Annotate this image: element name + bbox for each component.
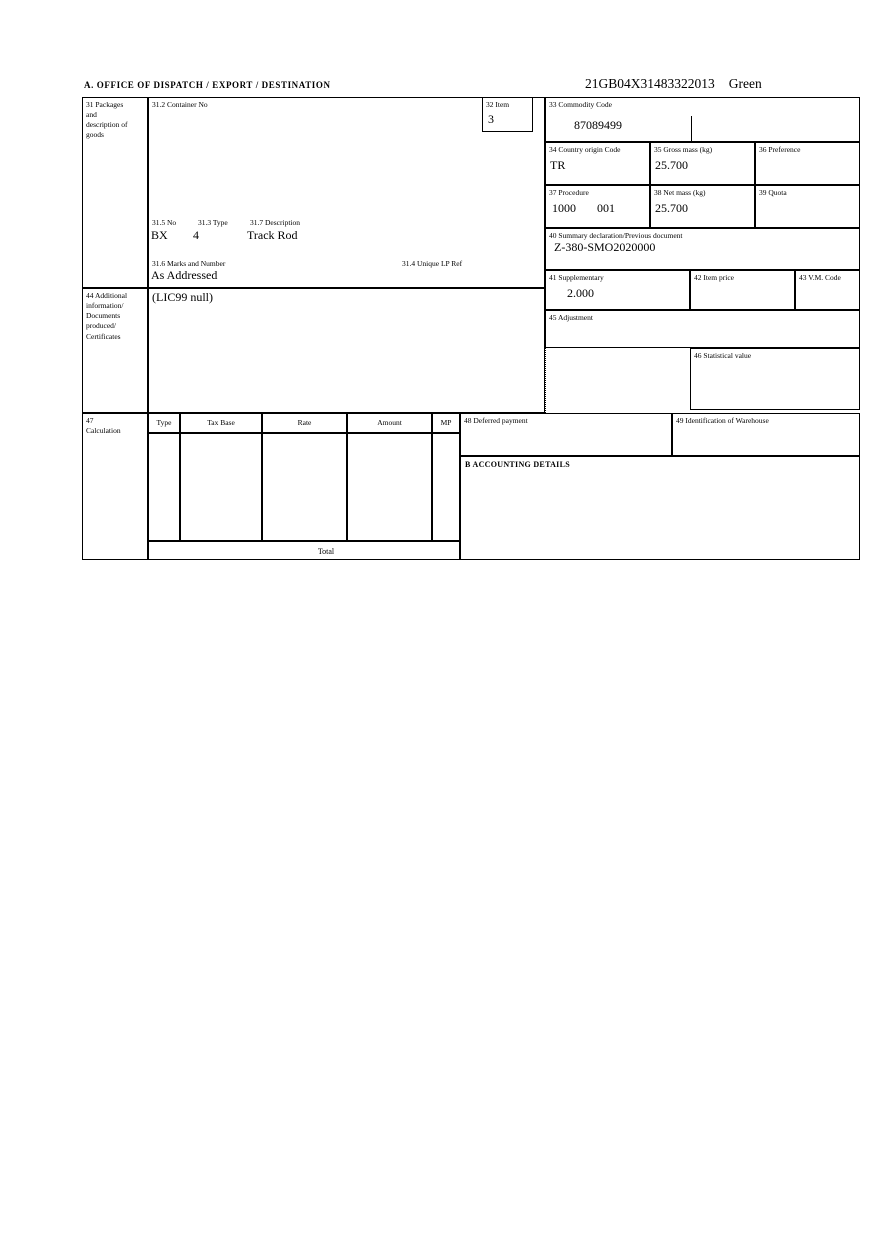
movement-reference (585, 76, 762, 92)
calc-header-mp: MP (432, 413, 460, 433)
commodity-code-cell (545, 97, 860, 142)
country-origin-label: 34 Country origin Code (549, 145, 621, 154)
calc-total-row (148, 541, 460, 560)
statistical-value-label: 46 Statistical value (694, 351, 752, 360)
packages-no-value: BX (151, 228, 168, 242)
box44-label: 44 Additional information/ Documents produced/ Certificates (86, 291, 128, 341)
box31-label-cell (82, 97, 148, 288)
item-number-label: 32 Item (486, 100, 510, 109)
item-price-cell (690, 270, 795, 310)
item-price-label: 42 Item price (694, 273, 734, 282)
goods-description-value: Track Rod (247, 228, 298, 242)
item-number-value: 3 (488, 112, 494, 126)
quota-cell (755, 185, 860, 228)
vm-code-label: 43 V.M. Code (799, 273, 841, 282)
calc-body-rate (262, 433, 347, 541)
calc-body-type (148, 433, 180, 541)
procedure-value-2: 001 (597, 201, 615, 215)
gross-mass-label: 35 Gross mass (kg) (654, 145, 713, 154)
deferred-payment-cell (460, 413, 672, 456)
quota-label: 39 Quota (759, 188, 787, 197)
country-origin-cell (545, 142, 650, 185)
procedure-cell (545, 185, 650, 228)
net-mass-value: 25.700 (655, 201, 688, 215)
section-a-title: A. OFFICE OF DISPATCH / EXPORT / DESTINATION (84, 80, 331, 90)
packages-no-label: 31.5 No (152, 218, 177, 227)
box44-label-cell (82, 288, 148, 413)
box31-label: 31 Packages and description of goods (86, 100, 128, 140)
net-mass-label: 38 Net mass (kg) (654, 188, 706, 197)
additional-info-value: (LIC99 null) (152, 290, 213, 304)
mrn-value: 21GB04X31483322013 (585, 76, 715, 91)
calc-body-tax-base (180, 433, 262, 541)
adjustment-label: 45 Adjustment (549, 313, 593, 322)
packages-type-label: 31.3 Type (198, 218, 228, 227)
procedure-label: 37 Procedure (549, 188, 589, 197)
procedure-value-1: 1000 (552, 201, 576, 215)
packages-type-value: 4 (193, 228, 199, 242)
routing-status: Green (728, 76, 762, 91)
country-origin-value: TR (550, 158, 566, 172)
supplementary-value: 2.000 (567, 286, 594, 300)
goods-description-label: 31.7 Description (250, 218, 300, 227)
adjustment-cell (545, 310, 860, 348)
box47-label-cell (82, 413, 148, 560)
supplementary-label: 41 Supplementary (549, 273, 604, 282)
warehouse-id-cell (672, 413, 860, 456)
calc-header-tax-base: Tax Base (180, 413, 262, 433)
unique-lp-ref-label: 31.4 Unique LP Ref (402, 259, 463, 268)
preference-label: 36 Preference (759, 145, 801, 154)
marks-numbers-label: 31.6 Marks and Number (152, 259, 226, 268)
marks-numbers-value: As Addressed (151, 268, 218, 282)
additional-info-cell (148, 288, 545, 413)
calc-body-mp (432, 433, 460, 541)
calc-total-label: Total (317, 547, 335, 556)
gross-mass-value: 25.700 (655, 158, 688, 172)
preference-cell (755, 142, 860, 185)
item-number-cell (482, 97, 533, 132)
commodity-code-value: 87089499 (574, 118, 622, 132)
commodity-code-divider (691, 116, 692, 142)
container-no-label: 31.2 Container No (152, 100, 208, 109)
dotted-spacer-region (545, 348, 690, 413)
statistical-value-cell (690, 348, 860, 410)
warehouse-id-label: 49 Identification of Warehouse (676, 416, 769, 425)
calc-body-amount (347, 433, 432, 541)
summary-declaration-cell (545, 228, 860, 270)
calc-header-type: Type (148, 413, 180, 433)
box47-label: 47 Calculation (86, 416, 121, 436)
deferred-payment-label: 48 Deferred payment (464, 416, 528, 425)
net-mass-cell (650, 185, 755, 228)
calc-header-rate: Rate (262, 413, 347, 433)
summary-declaration-label: 40 Summary declaration/Previous document (549, 231, 683, 240)
summary-declaration-value: Z-380-SMO2020000 (554, 240, 656, 254)
calc-header-amount: Amount (347, 413, 432, 433)
supplementary-cell (545, 270, 690, 310)
accounting-details-label: B ACCOUNTING DETAILS (465, 460, 570, 469)
accounting-details-cell (460, 456, 860, 560)
commodity-code-label: 33 Commodity Code (549, 100, 612, 109)
vm-code-cell (795, 270, 860, 310)
gross-mass-cell (650, 142, 755, 185)
